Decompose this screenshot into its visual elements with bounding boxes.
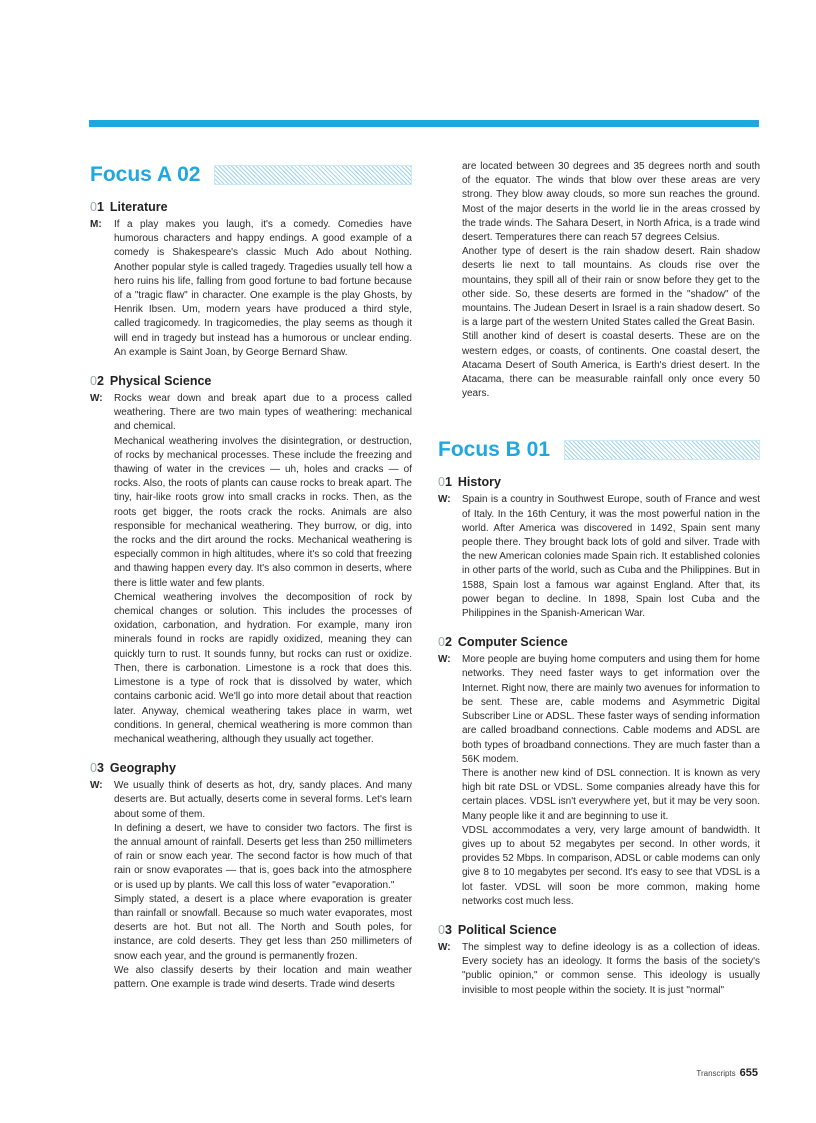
transcript-text: are located between 30 degrees and 35 degrees north and south of the equator. The winds that blow over these areas are very strong. They blow away clouds, so more sun reaches the ground. Most of the major deserts in the world lie in the areas crossed by the trade winds. The Sahara Desert, in North Africa, is a trade wind desert. Temperatures there can reach 57 degrees Celsius. Another type of desert is the rain shadow desert. Rain shadow deserts lie next to tall mountains. As clouds rise over the mountains, they spill all of their rain or snow before they get to the other side. So, these deserts are formed in the "shadow" of the mountains. The Judean Desert in Israel is a rain shadow desert. So is a large part of the western United States called the Great Basin. Still another kind of desert is coastal deserts. These are on the western edges, or coasts, of continents. One coastal desert, the Atacama Desert of South America, is Earth's driest desert. In the Atacama, there can be measurable rainfall only once every 50 years.	[462, 161, 760, 400]
speaker-label: W:	[90, 393, 103, 405]
page-number: 655	[739, 1067, 758, 1079]
focus-b-title: Focus B 01	[438, 438, 551, 462]
section-title: Geography	[109, 761, 176, 776]
section-political-science	[438, 923, 760, 998]
transcript-text: Rocks wear down and break apart due to a process called weathering. There are two main types of weathering: mechanical and chemical. Mechanical weathering involves the disintegration, or destruction, of rocks by mechanical processes. These include the freezing and thawing of water in the crevices — uh, holes and cracks — of rocks. Also, the roots of plants can cause rocks to break apart. The tiny, hair-like roots grow into small cracks in rocks. Then, as the roots get bigger, the roots crack the rocks. Animals are also responsible for mechanical weathering. They burrow, or dig, into the rocks and the dirt around the rocks. Mechanical weathering is especially common in high altitudes, where it's so cold that freezing and thawing happen every day. It's also common in deserts, where there is little water and few plants. Chemical weathering involves the decomposition of rock by chemical changes or solution. This includes the processes of oxidation, carbonation, and hydration. For example, many iron minerals found in rocks are rapidly oxidized, meaning they can quickly turn to rust. It sounds funny, but rocks can rust or oxidize. Then, there is carbonation. Limestone is a rock that does this. Limestone is a type of rock that is dissolved by water, which contains carbonic acid. We'll go into more detail about that reaction later. Anyway, chemical weathering takes place in warm, wet conditions. In general, chemical weathering is more common than mechanical weathering, although they usually act together.	[114, 393, 412, 745]
speaker-label: W:	[438, 941, 451, 953]
section-heading	[90, 200, 412, 214]
transcript-text: More people are buying home computers and using them for home networks. They need faster ways to get information over the Internet. Right now, there are mainly two avenues for information to be sent. These are, cable modems and Asymmetric Digital Subscriber Line or ADSL. These faster ways of sending information are called broadband connections. Cable modems and ADSL are both types of broadband connections. They are much faster than a 56K modem. There is another new kind of DSL connection. It is known as very high bit rate DSL or VDSL. Some companies already have this for certain places. VDSL isn't everywhere yet, but it may be very soon. Many people like it and are beginning to use it. VDSL accommodates a very, very large amount of bandwidth. It gives up to about 52 megabytes per second. In other words, it provides 52 Mbps. In comparison, ADSL or cable modems can only give 8 to 10 megabytes per second. It's easy to see that VDSL is a lot faster. VDSL will soon be more common, making home networks cost much less.	[462, 654, 760, 907]
right-column	[438, 160, 760, 998]
transcript-text: The simplest way to define ideology is as a collection of ideas. Every society has an ideology. It forms the basis of the society's "public opinion," or common sense. This ideology is usually invisible to most people within the society. It is just "normal"	[462, 941, 760, 996]
section-heading	[438, 635, 760, 649]
left-column	[90, 160, 412, 992]
focus-b-heading	[438, 435, 760, 465]
section-title: Computer Science	[457, 635, 568, 650]
section-heading	[438, 475, 760, 489]
section-number: 02	[438, 635, 452, 650]
focus-a-title: Focus A 02	[90, 163, 201, 186]
footer-label: Transcripts	[696, 1069, 736, 1078]
section-number: 02	[90, 374, 104, 389]
section-title: Literature	[109, 200, 168, 214]
hatch-decoration	[564, 440, 760, 460]
hatch-decoration	[214, 165, 412, 185]
section-number: 01	[90, 200, 104, 214]
geography-continuation	[438, 160, 760, 401]
section-number: 03	[438, 922, 452, 937]
section-heading	[90, 374, 412, 388]
speaker-label: W:	[90, 780, 103, 792]
section-title: Physical Science	[109, 374, 212, 389]
transcript-text: Spain is a country in Southwest Europe, south of France and west of Italy. In the 16th Century, it was the most powerful nation in the world. After America was discovered in 1492, Spain sent many people there. They brought back lots of gold and silver. Trade with the new American colonies made Spain rich. It established colonies in other parts of the world, such as Cuba and the Philippines. But in 1588, Spain lost a famous war against England. After that, its power began to decline. In 1898, Spain lost Cuba and the Philippines in the Spanish-American War.	[462, 494, 760, 620]
speaker-label: W:	[438, 654, 451, 666]
section-heading	[438, 923, 760, 937]
section-literature	[90, 200, 412, 360]
transcript-text: We usually think of deserts as hot, dry, sandy places. And many deserts are. But actually, deserts come in several forms. Let's learn about some of them. In defining a desert, we have to consider two factors. The first is the annual amount of rainfall. Deserts get less than 250 millimeters of rain or snow each year. The second factor is how much of that rain or snow evaporates — that is, goes back into the atmosphere or is used up by plants. We call this loss of water "evaporation." Simply stated, a desert is a place where evaporation is greater than rainfall or snowfall. Because so much water evaporates, most deserts are hot. But not all. The North and South poles, for instance, are cold deserts. They get less than 250 millimeters of snow each year, and the ground is permanently frozen. We also classify deserts by their location and main weather pattern. One example is trade wind deserts. Trade wind deserts	[114, 780, 412, 990]
focus-a-heading	[90, 160, 412, 190]
speaker-label: M:	[90, 219, 102, 230]
speaker-label: W:	[438, 494, 451, 506]
top-accent-bar	[89, 120, 759, 127]
section-computer-science	[438, 635, 760, 909]
section-heading	[90, 761, 412, 775]
section-number: 03	[90, 761, 104, 776]
page-footer	[696, 1067, 758, 1079]
section-geography	[90, 761, 412, 992]
transcript-text: If a play makes you laugh, it's a comedy. Comedies have humorous characters and happy endings. A good example of a comedy is Shakespeare's classic Much Ado about Nothing. Another popular style is called tragedy. Tragedies usually tell how a hero ruins his life, falling from good fortune to bad fortune because of a "tragic flaw" in character. One example is the play Ghosts, by Henrik Ibsen. Um, modern years have produced a third style, called tragicomedy. In tragicomedies, the play seems as though it will end in tragedy but instead has a humorous or unclear ending. An example is Saint Joan, by George Bernard Shaw.	[114, 219, 412, 358]
section-history	[438, 475, 760, 621]
section-title: Political Science	[457, 922, 557, 937]
section-physical-science	[90, 374, 412, 747]
section-title: History	[457, 475, 501, 490]
section-number: 01	[438, 475, 452, 490]
